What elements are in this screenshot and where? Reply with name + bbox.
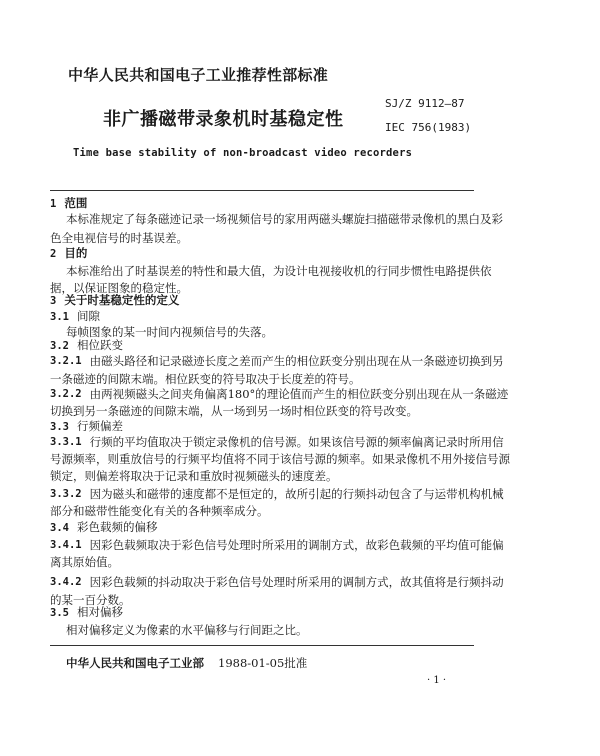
paragraph-line: 色全电视信号的时基误差。 <box>50 231 188 245</box>
paragraph-line: 据，以保证图象的稳定性。 <box>50 281 188 295</box>
section-3-4-heading: 3.4 彩色载频的偏移 <box>50 520 158 534</box>
paragraph-line: 切换到另一条磁迹的间隙末端，从一场到另一场时相位跃变的符号改变。 <box>50 404 418 418</box>
section-3-5-heading: 3.5 相对偏移 <box>50 605 123 619</box>
paragraph-line: 相对偏移定义为像素的水平偏移与行间距之比。 <box>66 623 308 637</box>
paragraph-line: 本标准规定了每条磁迹记录一场视频信号的家用两磁头螺旋扫描磁带录像机的黑白及彩 <box>66 212 503 226</box>
section-3-3-2: 3.3.2 因为磁头和磁带的速度都不是恒定的，故所引起的行频抖动包含了与运带机构机械 <box>50 487 504 501</box>
page-number: · 1 · <box>427 675 447 686</box>
paragraph-line: 号源频率，则重放信号的行频平均值将不同于该信号源的频率。如果录像机不用外接信号源 <box>50 452 510 466</box>
paragraph-line: 每帧图象的某一时间内视频信号的失落。 <box>66 325 273 339</box>
section-3-2-2: 3.2.2 由两视频磁头之间夹角偏离180°的理论值而产生的相位跃变分别出现在从一条磁迹 <box>50 387 509 401</box>
section-1-heading: 1 范围 <box>50 196 88 210</box>
section-3-3-1: 3.3.1 行频的平均值取决于锁定录像机的信号源。如果该信号源的频率偏离记录时所用信 <box>50 435 504 449</box>
paragraph-line: 部分和磁带性能变化有关的各种频率成分。 <box>50 504 269 518</box>
section-3-4-1: 3.4.1 因彩色载频取决于彩色信号处理时所采用的调制方式，故彩色载频的平均值可能偏 <box>50 538 504 552</box>
standard-code: SJ/Z 9112—87 <box>385 97 465 110</box>
section-3-4-2: 3.4.2 因彩色载频的抖动取决于彩色信号处理时所采用的调制方式，故其值将是行频抖动 <box>50 575 504 589</box>
english-title: Time base stability of non-broadcast video recorders <box>73 147 413 159</box>
document-title: 非广播磁带录象机时基稳定性 <box>103 109 344 130</box>
paragraph-line: 的某一百分数。 <box>50 593 131 607</box>
paragraph-line: 一条磁迹的间隙末端。相位跃变的符号取决于长度差的符号。 <box>50 372 361 386</box>
section-2-heading: 2 目的 <box>50 246 88 260</box>
section-3-3-heading: 3.3 行频偏差 <box>50 419 123 433</box>
paragraph-line: 锁定，则偏差将取决于记录和重放时视频磁头的速度差。 <box>50 469 338 483</box>
iec-reference: IEC 756(1983) <box>385 121 472 134</box>
footer-divider <box>50 645 474 646</box>
footer-approval: 中华人民共和国电子工业部 1988-01-05批准 <box>66 656 308 670</box>
standard-series: 中华人民共和国电子工业推荐性部标准 <box>68 66 329 84</box>
paragraph-line: 本标准给出了时基误差的特性和最大值，为设计电视接收机的行同步惯性电路提供依 <box>66 264 492 278</box>
section-3-2-heading: 3.2 相位跃变 <box>50 338 123 352</box>
section-3-heading: 3 关于时基稳定性的定义 <box>50 293 180 307</box>
section-3-2-1: 3.2.1 由磁头路径和记录磁迹长度之差而产生的相位跃变分别出现在从一条磁迹切换到另 <box>50 354 504 368</box>
paragraph-line: 离其原始值。 <box>50 555 119 569</box>
section-3-1-heading: 3.1 间隙 <box>50 309 100 323</box>
top-divider <box>50 190 474 191</box>
